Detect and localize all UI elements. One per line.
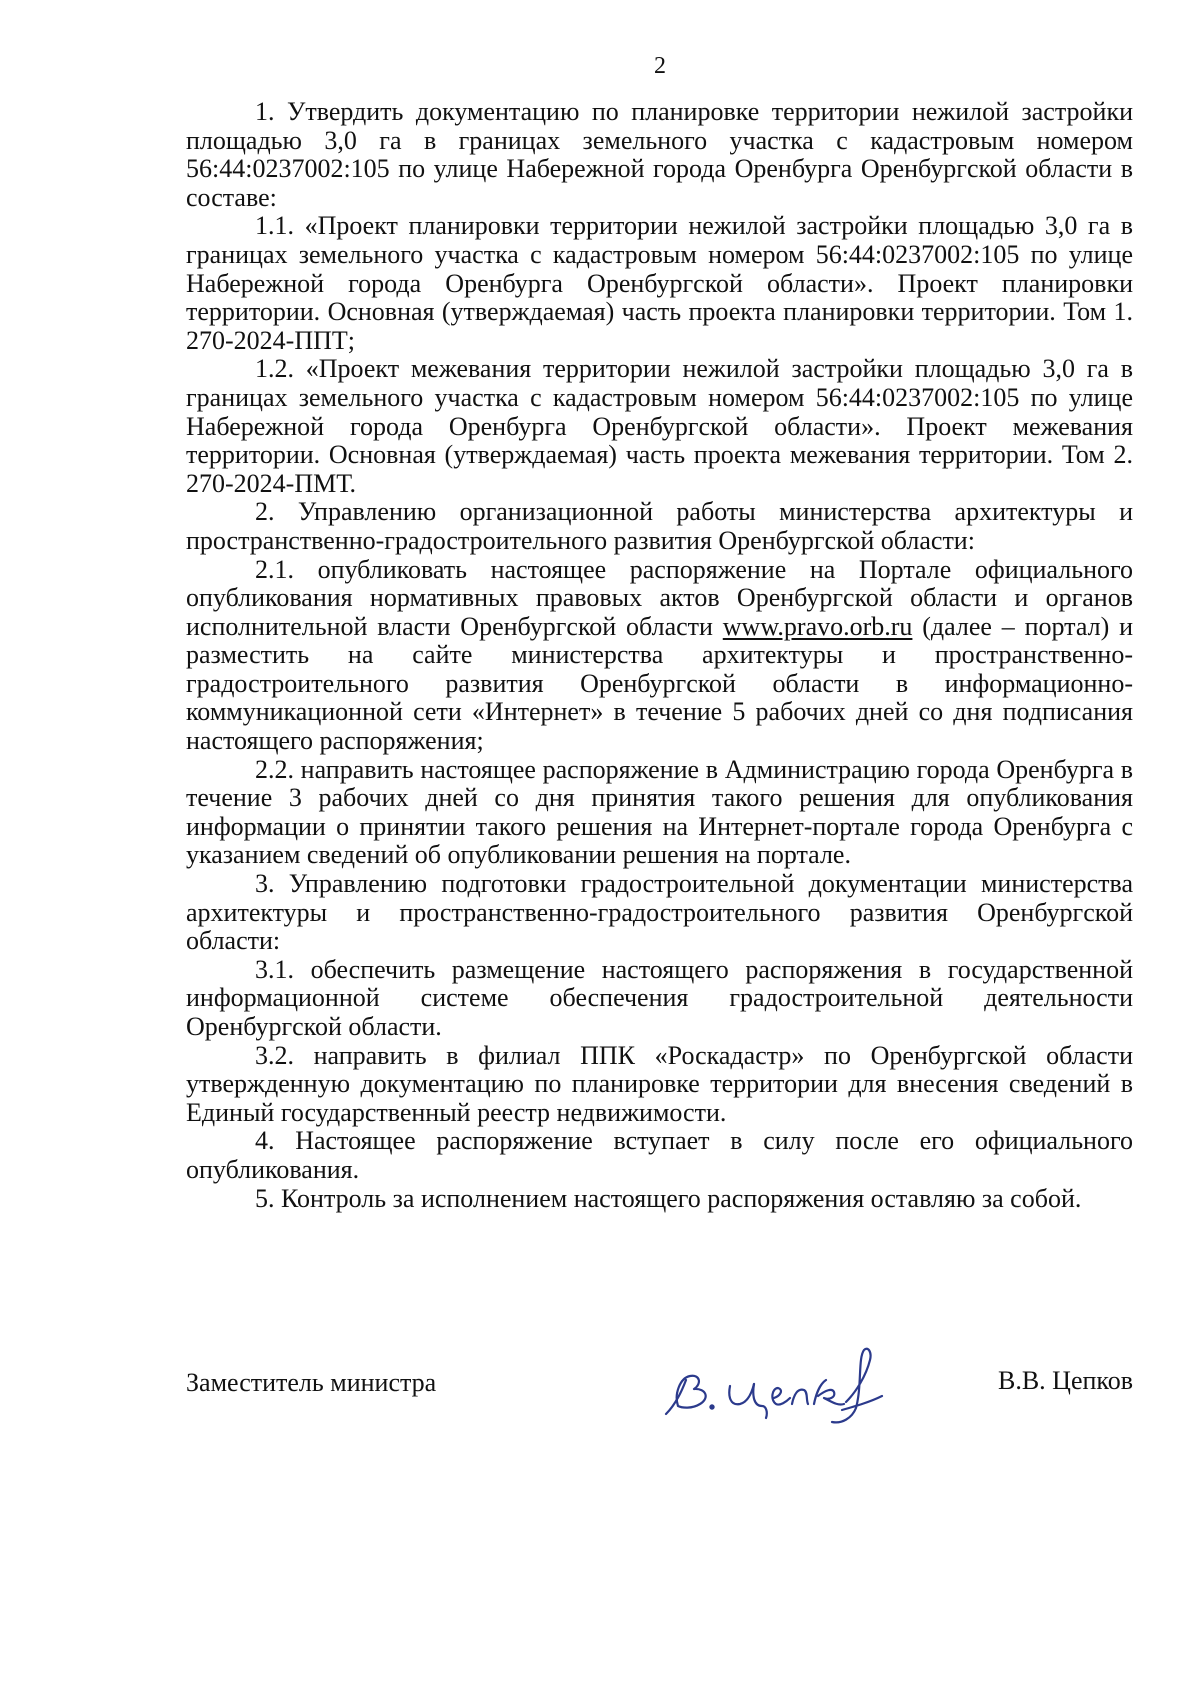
paragraph-1: 1. Утвердить документацию по планировке территории нежилой застройки площадью 3,0 га в границах земельного участка с кадастровым номером 56:44:0237002:105 по улице Набережной города Оренбурга Оренбургской области в составе: [186, 97, 1133, 212]
signature-block [186, 1358, 1133, 1438]
paragraph-1-1: 1.1. «Проект планировки территории нежилой застройки площадью 3,0 га в границах земельного участка с кадастровым номером 56:44:0237002:105 по улице Набережной города Оренбурга Оренбургской области». Проект планировки территории. Основная (утверждаемая) часть проекта планировки территории. Том 1. 270-2024-ППТ; [186, 211, 1133, 355]
paragraph-3: 3. Управлению подготовки градостроительной документации министерства архитектуры и пространственно-градостроительного развития Оренбургской области: [186, 869, 1133, 956]
signatory-position: Заместитель министра [186, 1368, 437, 1397]
paragraph-3-1: 3.1. обеспечить размещение настоящего распоряжения в государственной информационной системе обеспечения градостроительной деятельности Оренбургской области. [186, 954, 1133, 1041]
paragraph-4: 4. Настоящее распоряжение вступает в силу после его официального опубликования. [186, 1126, 1133, 1184]
handwritten-signature [656, 1336, 916, 1426]
page-number: 2 [654, 53, 666, 79]
document-body [186, 98, 1133, 1213]
paragraph-2-1 [186, 556, 1133, 756]
paragraph-1-2: 1.2. «Проект межевания территории нежилой застройки площадью 3,0 га в границах земельного участка с кадастровым номером 56:44:0237002:105 по улице Набережной города Оренбурга Оренбургской области». Проект межевания территории. Основная (утверждаемая) часть проекта межевания территории. Том 2. 270-2024-ПМТ. [186, 354, 1133, 498]
paragraph-3-2: 3.2. направить в филиал ППК «Роскадастр» по Оренбургской области утвержденную документацию по планировке территории для внесения сведений в Единый государственный реестр недвижимости. [186, 1040, 1133, 1127]
paragraph-5: 5. Контроль за исполнением настоящего распоряжения оставляю за собой. [255, 1183, 1082, 1213]
paragraph-2-1-text-end: (далее – портал) и разместить на сайте министерства архитектуры и пространственно-градостроительного развития Оренбургской области в информационно-коммуникационной сети «Интернет» в течение 5 рабочих дней со дня подписания настоящего распоряжения; [186, 611, 1133, 756]
paragraph-2-1-text-start: 2.1. опубликовать настоящее распоряжение на Портале официального опубликования нормативных правовых актов Оренбургской области и органов исполнительной власти Оренбургской области [186, 554, 1133, 641]
paragraph-2: 2. Управлению организационной работы министерства архитектуры и пространственно-градостроительного развития Оренбургской области: [186, 497, 1133, 555]
signatory-name: В.В. Цепков [997, 1366, 1133, 1395]
paragraph-2-2: 2.2. направить настоящее распоряжение в Администрацию города Оренбурга в течение 3 рабочих дней со дня принятия такого решения для опубликования информации о принятии такого решения на Интернет-портале города Оренбурга с указанием сведений об опубликовании решения на портале. [186, 754, 1133, 870]
portal-link[interactable]: www.pravo.orb.ru [722, 611, 913, 641]
